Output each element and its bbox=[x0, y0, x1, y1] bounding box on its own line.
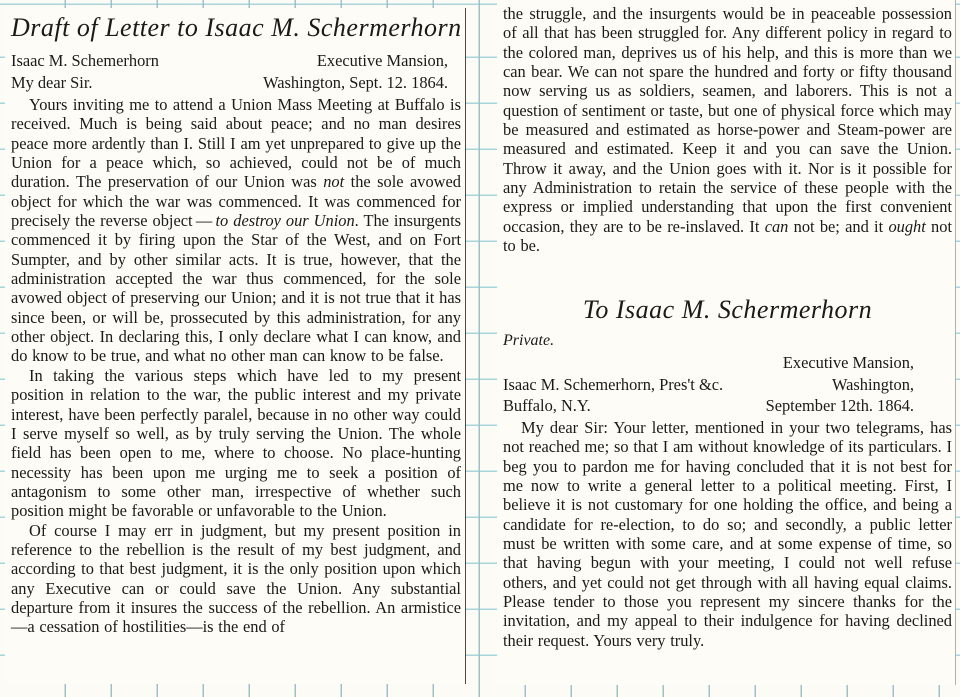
place-line: Executive Mansion, bbox=[782, 353, 914, 373]
letter-draft-address-block bbox=[11, 50, 461, 93]
date-line: September 12th. 1864. bbox=[765, 396, 914, 416]
letter-paragraph: In taking the various steps which have led to my present position in relation to the war, the public interest and my private interest, have been perfectly paralel, because in no other way could I serve myself so well, as by truly serving the Union. The whole field has been open to me, where to choose. No place-hunting necessity has been upon me urging me to seek a position of antagonism to some other man, irrespective of whether such position might be favorable or unfavorable to the Union. bbox=[11, 365, 461, 521]
date-line: Washington, Sept. 12. 1864. bbox=[263, 72, 448, 92]
place-city: Washington, bbox=[832, 374, 914, 394]
place-line: Executive Mansion, bbox=[316, 51, 448, 70]
right-page-column bbox=[497, 0, 956, 685]
letter-paragraph: Yours inviting me to attend a Union Mass Meeting at Buffalo is received. Much is being said about peace; and no man desires peace more ardently than I. Still I am yet unprepared to give up the Union for a peace which, so achieved, could not be of much duration. The preservation of our Union was not the sole avowed object for which the war was commenced. It was commenced for precisely the reverse object — to destroy our Union. The insurgents commenced it by firing upon the Star of the West, and on Fort Sumpter, and by other similar acts. It is true, however, that the administration accepted the war thus commenced, for the sole avowed object of preserving our Union; and it is not true that it has since been, or will be, prossecuted by this administration, for any other object. In declaring this, I only declare what I can know, and do know to be true, and what no other man can know to be false. bbox=[11, 95, 462, 366]
addressee-name: Isaac M. Schemerhorn bbox=[11, 51, 159, 70]
letter-sent-address-block bbox=[503, 352, 952, 417]
letter-draft-title: Draft of Letter to Isaac M. Schermerhorn bbox=[11, 13, 462, 42]
letter-paragraph: My dear Sir: Your letter, mentioned in your two telegrams, has not reached me; so that I am without knowledge of its particulars. I beg you to pardon me for having concluded that it is not best for me now to write a general letter to a political meeting. First, I believe it is not customary for one holding the office, and being a candidate for re-election, to do so; and secondly, a public letter must be written with some care, and at some expense of time, so that having begun with your meeting, I could not well refuse others, and yet could not get through with all having equal claims. Please tender to those you represent my sincere thanks for the invitation, and my appeal to their indulgence for having declined their request. Yours very truly. bbox=[503, 417, 952, 650]
letter-sent-title: To Isaac M. Schermerhorn bbox=[582, 295, 873, 325]
letter-continuation-paragraph: the struggle, and the insurgents would be in peaceable possession of all that has been struggled for. Any different policy in regard to the colored man, deprives us of his help, and this is more than we can bear. We can not spare the hundred and forty or fifty thousand now serving us as soldiers, seamen, and laborers. This is not a question of sentiment or taste, but one of physical force which may be measured and estimated as horse-power and Steam-power are measured and estimated. Keep it and you can save the Union. Throw it away, and the Union goes with it. Nor is it possible for any Administration to retain the service of these people with the express or implied understanding that upon the first convenient occasion, they are to be re-inslaved. It can not be; and it ought not to be. bbox=[503, 4, 952, 256]
letter-paragraph: Of course I may err in judgment, but my present position in reference to the rebellion is the result of my best judgment, and according to that best judgment, it is the only position upon which any Executive can or could save the Union. Any substantial departure from it insures the success of the rebellion. An armistice—a cessation of hostilities—is the end of bbox=[11, 520, 461, 637]
addressee-name: Isaac M. Schemerhorn, Pres't &c. bbox=[503, 374, 724, 394]
address-row bbox=[503, 395, 952, 417]
address-row bbox=[11, 72, 461, 94]
address-row bbox=[11, 50, 461, 72]
private-label: Private. bbox=[503, 332, 555, 350]
addressee-city: Buffalo, N.Y. bbox=[503, 396, 591, 416]
address-row bbox=[503, 352, 952, 374]
letter-draft-continuation bbox=[503, 4, 952, 255]
letter-draft-body bbox=[11, 95, 461, 637]
salutation: My dear Sir. bbox=[11, 72, 93, 92]
address-row bbox=[503, 374, 952, 396]
letter-sent-body bbox=[503, 418, 952, 650]
left-page-column bbox=[5, 8, 466, 684]
